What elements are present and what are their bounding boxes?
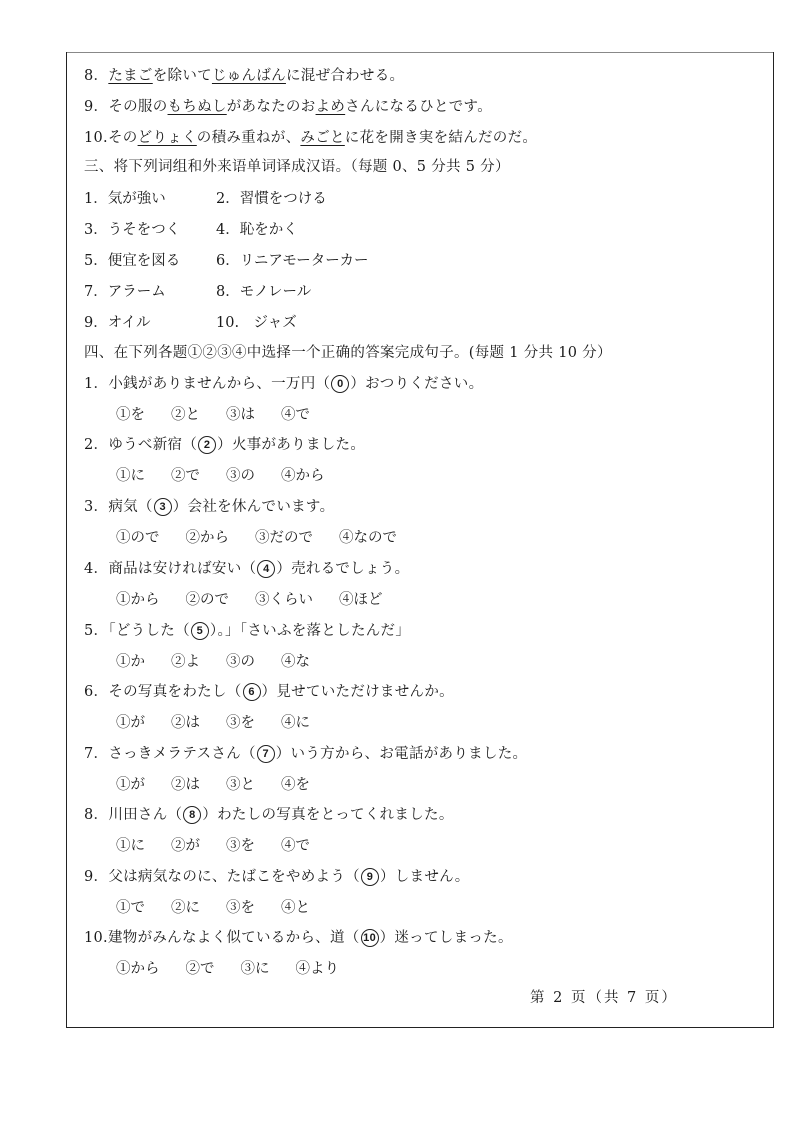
handwritten-answer-mark: 9 xyxy=(361,868,379,886)
page-number-footer: 第 2 页（共 7 页） xyxy=(530,990,678,1006)
question-9: 9．父は病気なのに、たばこをやめよう（ 9 ）しません。 xyxy=(84,869,470,885)
handwritten-answer-mark: 10 xyxy=(361,929,379,947)
handwritten-answer-mark: 3 xyxy=(154,498,172,516)
handwritten-answer-mark: 7 xyxy=(257,745,275,763)
section3-row-1: 1．気が強い 2．習慣をつける xyxy=(84,191,327,207)
question-4: 4．商品は安ければ安い（ 4 ）売れるでしょう。 xyxy=(84,561,410,577)
section4-heading: 四、在下列各题①②③④中选择一个正确的答案完成句子。(每题 1 分共 10 分） xyxy=(84,345,612,361)
question-4-options: ①から ②ので ③くらい ④ほど xyxy=(116,592,383,608)
question-2: 2．ゆうべ新宿（ 2 ）火事がありました。 xyxy=(84,437,366,453)
handwritten-answer-mark: 8 xyxy=(183,806,201,824)
question-6-options: ①が ②は ③を ④に xyxy=(116,715,310,731)
vocab-line-9: 9．その服のもちぬしがあなたのおよめさんになるひとです。 xyxy=(84,99,492,115)
section3-row-3: 5．便宜を図る 6．リニアモーターカー xyxy=(84,253,369,269)
question-3: 3．病気（ 3 ）会社を休んでいます。 xyxy=(84,499,335,515)
handwritten-answer-mark: 4 xyxy=(257,560,275,578)
vocab-line-8: 8．たまごを除いてじゅんばんに混ぜ合わせる。 xyxy=(84,68,405,84)
handwritten-answer-mark: 2 xyxy=(198,436,216,454)
question-2-options: ①に ②で ③の ④から xyxy=(116,468,325,484)
question-5: 5．「どうした（ 5 ）。」「さいふを落としたんだ」 xyxy=(84,623,411,639)
question-1: 1．小銭がありませんから、一万円（ 0 ）おつりください。 xyxy=(84,376,484,392)
question-10-options: ①から ②で ③に ④より xyxy=(116,961,339,977)
question-1-options: ①を ②と ③は ④で xyxy=(116,407,310,423)
question-10: 10.建物がみんなよく似ているから、道（ 10 ）迷ってしまった。 xyxy=(84,930,513,946)
section3-heading: 三、将下列词组和外来语单词译成汉语。（每题 0、5 分共 5 分） xyxy=(84,159,510,175)
section3-row-2: 3．うそをつく 4．恥をかく xyxy=(84,222,298,238)
question-8-options: ①に ②が ③を ④で xyxy=(116,838,310,854)
section3-row-5: 9．オイル 10. ジャズ xyxy=(84,315,297,331)
handwritten-answer-mark: 5 xyxy=(191,622,209,640)
section3-row-4: 7．アラーム 8．モノレール xyxy=(84,284,312,300)
question-9-options: ①で ②に ③を ④と xyxy=(116,900,310,916)
question-5-options: ①か ②よ ③の ④な xyxy=(116,654,310,670)
vocab-line-10: 10.そのどりょくの積み重ねが、みごとに花を開き実を結んだのだ。 xyxy=(84,130,538,146)
question-8: 8．川田さん（ 8 ）わたしの写真をとってくれました。 xyxy=(84,807,454,823)
question-6: 6．その写真をわたし（ 6 ）見せていただけませんか。 xyxy=(84,684,454,700)
question-7: 7．さっきメラテスさん（ 7 ）いう方から、お電話がありました。 xyxy=(84,746,528,762)
question-3-options: ①ので ②から ③だので ④なので xyxy=(116,530,397,546)
question-7-options: ①が ②は ③と ④を xyxy=(116,777,310,793)
handwritten-answer-mark: 0 xyxy=(331,375,349,393)
handwritten-answer-mark: 6 xyxy=(243,683,261,701)
